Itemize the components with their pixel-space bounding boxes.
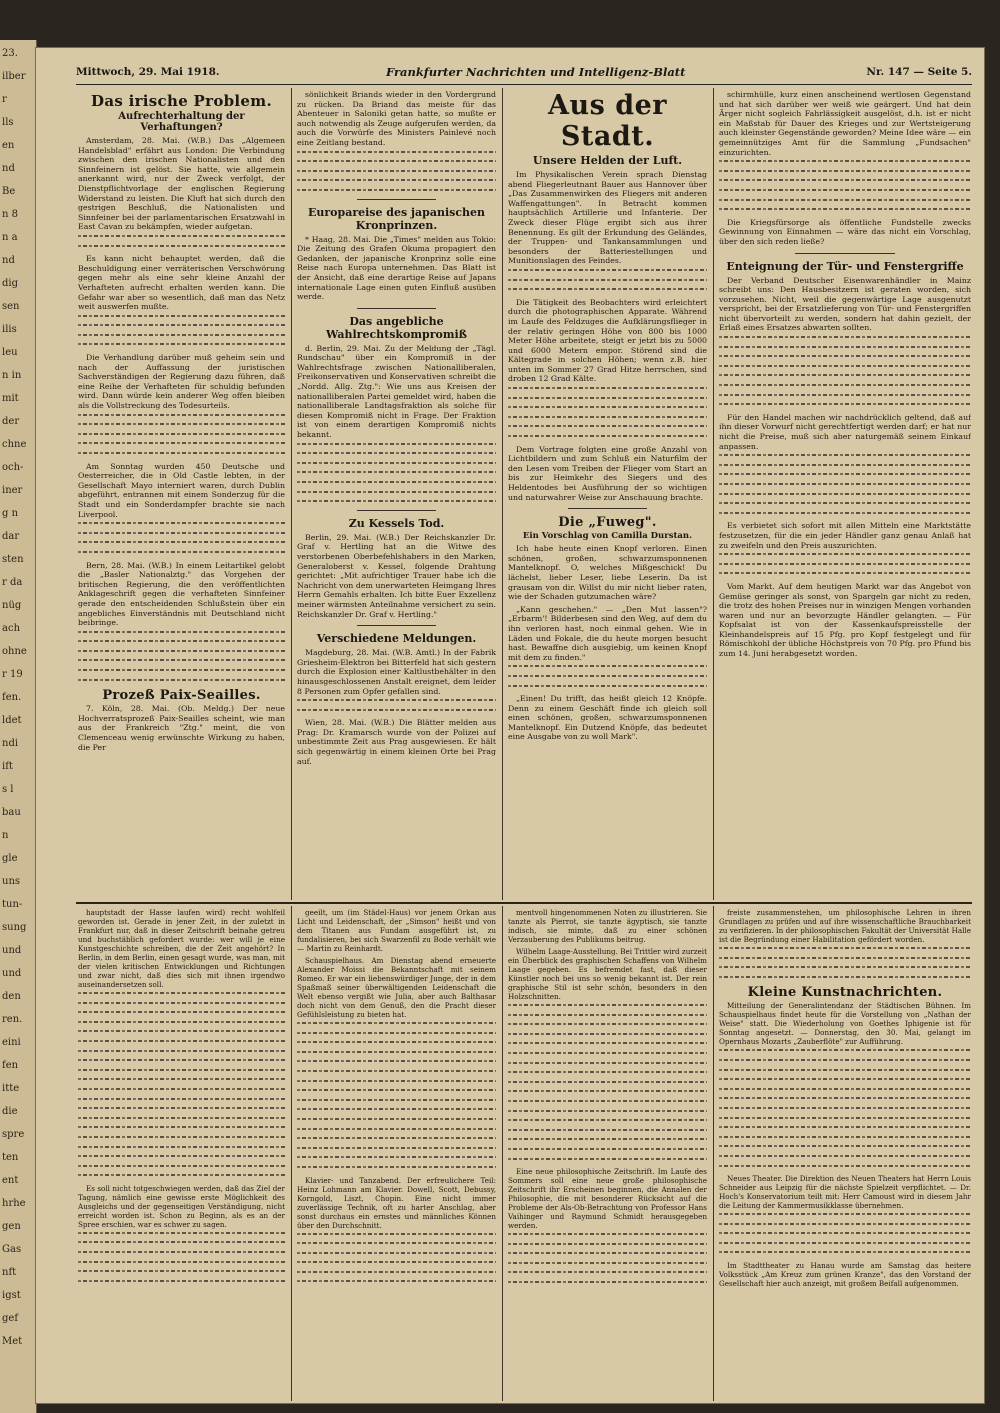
text-lines <box>508 675 707 677</box>
text-lines <box>508 1158 707 1160</box>
text-lines <box>508 1271 707 1273</box>
text-lines <box>719 1223 971 1225</box>
text-lines <box>78 1261 285 1263</box>
text-lines <box>508 269 707 271</box>
text-lines <box>508 1081 707 1083</box>
article-paragraph: Es verbietet sich sofort mit allen Mitteln eine Marktstätte festzusetzen, für die ein jeder Händler ganz genau Anlaß hat zu zweifeln und den Preis auszurichten. <box>719 521 971 550</box>
adjacent-page-fragment: gen <box>2 1221 21 1232</box>
adjacent-page-fragment: n 8 <box>2 209 18 220</box>
text-lines <box>508 1281 707 1283</box>
adjacent-page-fragment: r da <box>2 577 23 588</box>
text-lines <box>297 500 496 502</box>
text-lines <box>719 1097 971 1099</box>
text-lines <box>719 483 971 485</box>
text-lines <box>78 315 285 317</box>
masthead-date: Mittwoch, 29. Mai 1918. <box>76 66 220 78</box>
text-lines <box>78 1165 285 1167</box>
text-lines <box>78 631 285 633</box>
text-lines <box>78 1146 285 1148</box>
text-lines <box>719 208 971 210</box>
text-lines <box>508 1138 707 1140</box>
text-lines <box>719 170 971 172</box>
text-lines <box>719 976 971 978</box>
text-lines <box>719 1107 971 1109</box>
text-lines <box>297 179 496 181</box>
text-lines <box>78 1117 285 1119</box>
text-lines <box>508 685 707 687</box>
newspaper-page <box>36 48 984 1403</box>
text-lines <box>297 1099 496 1101</box>
text-lines <box>78 541 285 543</box>
adjacent-page-fragment: die <box>2 1106 18 1117</box>
text-lines <box>78 1078 285 1080</box>
text-lines <box>78 1241 285 1243</box>
text-lines <box>719 1078 971 1080</box>
text-lines <box>78 1174 285 1176</box>
feuilleton-paragraph: Mitteilung der Generalintendanz der Städtischen Bühnen. Im Schauspielhaus findet heute für die Vorstellung von „Nathan der Weise" statt. Die Wiederholung von Goethes Iphigenie ist für Sonntag angesetzt. — Donnerstag, den 30. Mai, gelangt im Opernhaus Mozarts „Zauberflöte" zur Aufführung. <box>719 1001 971 1047</box>
adjacent-page-fragment: Be <box>2 186 16 197</box>
article-paragraph: 7. Köln, 28. Mai. (Ob. Meldg.) Der neue Hochverratsprozeß Paix-Seailles scheint, wie man aus der Frankreich "Ztg." meint, die von Clemenceau wenig erwünschte Wirkung zu haben, die Per <box>78 704 285 752</box>
adjacent-page-fragment: uns <box>2 876 21 887</box>
feuilleton-paragraph: Eine neue philosophische Zeitschrift. Im Laufe des Sommers soll eine neue große philosophische Zeitschrift ihr Erscheinen beginnen, die Annalen der Philosophie, die mit besonderer Rücksicht auf die Probleme der Als-Ob-Betrachtung von Professor Hans Vaihinger und Raymund Schmidt herausgegeben werden. <box>508 1167 707 1231</box>
bottom-column-4 <box>719 908 971 1398</box>
text-lines <box>297 462 496 464</box>
adjacent-page-fragment: gef <box>2 1313 19 1324</box>
text-lines <box>297 1147 496 1149</box>
text-lines <box>719 1213 971 1215</box>
text-lines <box>719 572 971 574</box>
text-lines <box>78 343 285 345</box>
text-lines <box>719 473 971 475</box>
headline-irish-problem: Das irische Problem. <box>91 92 272 110</box>
adjacent-page-fragment: ten <box>2 1152 19 1163</box>
text-lines <box>297 491 496 493</box>
text-lines <box>508 406 707 408</box>
text-lines <box>719 384 971 386</box>
article-paragraph: Der Verband Deutscher Eisenwarenhändler in Mainz schreibt uns: Den Hausbesitzern ist geraten worden, sich vorzusehen. Nicht, weil die gegenwärtige Lage ausgenutzt verspricht, bei der Ersatzlieferung von Tür- und Fenstergriffen nicht übervorteilt zu werden, sondern hat dahin gezielt, der Erlaß eines Ersatzes abwarten sollten. <box>719 275 971 333</box>
text-lines <box>508 1033 707 1035</box>
text-lines <box>719 1136 971 1138</box>
text-lines <box>297 452 496 454</box>
adjacent-page-fragment: und <box>2 968 22 979</box>
article-paragraph: Berlin, 29. Mai. (W.B.) Der Reichskanzler Dr. Graf v. Hertling hat an die Witwe des verstorbenen Oberbefehlshabers in den Marken, Generaloberst v. Kessel, folgende Drahtung gerichtet: „Mit aufrichtiger Trauer habe ich die Nachricht von dem unerwarteten Heimgang Ihres Herrn Gemahls erhalten. Ich bitte Euer Exzellenz meiner wärmsten Anteilnahme versichert zu sein. Reichskanzler Dr. Graf v. Hertling." <box>297 532 496 619</box>
article-paragraph: * Haag, 28. Mai. Die „Times" melden aus Tokio: Die Zeitung des Grafen Okuma propagiert den Gedanken, der japanische Kronprinz solle eine Reise nach Europa unternehmen. Das Blatt ist der Ansicht, daß eine derartige Reise auf Japans internationale Lage einen guten Einfluß ausüben werde. <box>297 234 496 302</box>
text-lines <box>297 1041 496 1043</box>
text-lines <box>297 1233 496 1235</box>
text-lines <box>297 1060 496 1062</box>
feuilleton-paragraph: Wilhelm Laage-Ausstellung. Bei Trittler wird zurzeit ein Überblick des graphischen Schaffens von Wilhelm Laage gegeben. Es befremdet fast, daß dieser Künstler noch bei uns so wenig bekannt ist. Der rein graphische Stil ist sehr schön, besonders in den Holzschnitten. <box>508 947 707 1001</box>
text-lines <box>719 1117 971 1119</box>
feuilleton-paragraph: Klavier- und Tanzabend. Der erfreulichere Teil: Heinz Lohmann am Klavier. Dowell, Scott, Debussy, Korngold, Liszt, Chopin. Eine nicht immer zuverlässige Technik, oft zu harter Anschlag, aber sonst durchaus ein ernstes und männliches Können über den Durchschnitt. <box>297 1175 496 1230</box>
text-lines <box>508 1042 707 1044</box>
headline-kessel: Zu Kessels Tod. <box>348 516 445 530</box>
text-lines <box>508 416 707 418</box>
text-lines <box>719 1126 971 1128</box>
article-paragraph: Im Physikalischen Verein sprach Dienstag abend Fliegerleutnant Bauer aus Hannover über „Das Zusammenwirken des Fliegers mit anderen Waffengattungen". In Betracht kommen hauptsächlich Artillerie und Infanterie. Der Zweck dieser Flüge ergibt sich aus ihrer Benennung. Es gilt der Erkundung des Geländes, der Truppen- und Tankansammlungen und besonders der Batteriestellungen und Munitionslagen des Feindes. <box>508 170 707 266</box>
text-lines <box>297 1051 496 1053</box>
headline-aus-der-stadt: Aus der Stadt. <box>548 90 667 152</box>
text-lines <box>78 1270 285 1272</box>
text-lines <box>508 279 707 281</box>
text-lines <box>508 1090 707 1092</box>
masthead <box>76 62 972 85</box>
adjacent-page-fragment: r 19 <box>2 669 23 680</box>
adjacent-page-fragment: s l <box>2 784 14 795</box>
text-lines <box>297 1022 496 1024</box>
text-lines <box>719 947 971 949</box>
masthead-issue: Nr. 147 — Seite 5. <box>866 66 972 78</box>
adjacent-page-fragment: ach <box>2 623 21 634</box>
adjacent-page-fragment: nd <box>2 163 15 174</box>
text-lines <box>78 1098 285 1100</box>
feuilleton-paragraph: Es soll nicht totgeschwiegen werden, daß das Ziel der Tagung, nämlich eine gewisse erste Möglichkeit des Ausgleichs und der gegenseitigen Verständigung, nicht erreicht worden ist. Schon zu Beginn, als es an der Spree erschien, war es schwer zu sagen. <box>78 1183 285 1229</box>
text-lines <box>78 442 285 444</box>
adjacent-page-fragment: eini <box>2 1037 21 1048</box>
adjacent-page-fragment: ren. <box>2 1014 23 1025</box>
text-lines <box>297 189 496 191</box>
text-lines <box>78 650 285 652</box>
adjacent-page-fragment: n a <box>2 232 18 243</box>
text-lines <box>78 1002 285 1004</box>
text-lines <box>719 1232 971 1234</box>
article-separator <box>795 253 896 254</box>
column-rule <box>713 88 714 900</box>
feuilleton-paragraph: Im Stadttheater zu Hanau wurde am Samstag das heitere Volksstück „Am Kreuz zum grünen Kranze", das den Vorstand der Gesellschaft hier auch anzeigt, mit großem Beifall aufgenommen. <box>719 1261 971 1289</box>
text-lines <box>508 435 707 437</box>
article-paragraph: Für den Handel machen wir nachdrücklich geltend, daß auf ihn dieser Vorwurf nicht gerechtfertigt werden darf; er hat nur nicht die Preise, muß sich aber naturgemäß seinem Einkauf anpassen. <box>719 412 971 451</box>
adjacent-page-fragment: r <box>2 94 7 105</box>
headline-fuweg: Die „Fuweg". <box>558 515 657 531</box>
text-lines <box>719 374 971 376</box>
article-paragraph: „Kann geschehen." — „Den Mut lassen"? „Erbarm'! Bilderbesen sind den Weg, auf dem du ihn verloren hast, noch einmal gehen. Wie in Läden und Fokale, die du heute morgen besucht hast. Bewaffne dich ausgiebig, um keinen Knopf mit dem zu finden." <box>508 604 707 662</box>
text-lines <box>78 452 285 454</box>
bottom-column-3 <box>508 908 707 1398</box>
feuilleton-paragraph: mentvoll hingenommenen Noten zu illustrieren. Sie tanzte als Pierrot, sie tanzte ägyptisch, sie tanzte indisch, sie mimte, daß zu einer schönen Verzauberung des Publikums beitrug. <box>508 908 707 944</box>
column-rule <box>713 906 714 1401</box>
text-lines <box>719 160 971 162</box>
text-lines <box>719 1069 971 1071</box>
adjacent-page-fragment: n <box>2 830 9 841</box>
adjacent-page-strip <box>0 40 37 1413</box>
text-lines <box>78 640 285 642</box>
adjacent-page-fragment: leu <box>2 347 18 358</box>
text-lines <box>719 464 971 466</box>
article-paragraph: Bern, 28. Mai. (W.B.) In einem Leitartikel gelobt die „Basler Nationalztg." das Vorgehen der britischen Regierung, die den veröffentlichten Anklageschrift gegen die verhafteten Sinnfeiner gerade den entscheidenden Schlußstein über ein angebliches Einverständnis mit Deutschland nicht beibringe. <box>78 560 285 628</box>
adjacent-page-fragment: och- <box>2 462 24 473</box>
text-lines <box>297 1156 496 1158</box>
text-lines <box>719 199 971 201</box>
article-paragraph: sönlichkeit Briands wieder in den Vordergrund zu rücken. Da Briand das meiste für das Abenteuer in Saloniki getan hatte, so mußte er auch notwendig als Zeuge aufgerufen werden, da auch die Vorwürfe des Ministers Painlevé noch eine Zeitlang bestand. <box>297 90 496 147</box>
adjacent-page-fragment: igst <box>2 1290 21 1301</box>
text-lines <box>508 425 707 427</box>
article-paragraph: Es kann nicht behauptet werden, daß die Beschuldigung einer verräterischen Verschwörung gegen mehr als eine sehr kleine Anzahl der Verhafteten aufrecht erhalten werden kann. Die Gefahr war aber so wesentlich, daß man das Netz weit auswerfen mußte. <box>78 254 285 312</box>
text-lines <box>297 709 496 711</box>
text-lines <box>719 346 971 348</box>
text-lines <box>719 355 971 357</box>
text-lines <box>508 1233 707 1235</box>
adjacent-page-fragment: bau <box>2 807 21 818</box>
column-4 <box>719 90 971 898</box>
article-paragraph: Wien, 28. Mai. (W.B.) Die Blätter melden aus Prag: Dr. Kramarsch wurde von der Polizei auf unbestimmte Zeit aus Prag ausgewiesen. Er hält sich gegenwärtig in einem kleinen Orte bei Prag auf. <box>297 718 496 766</box>
text-lines <box>297 1070 496 1072</box>
article-separator <box>357 199 437 200</box>
text-lines <box>297 481 496 483</box>
text-lines <box>297 1137 496 1139</box>
adjacent-page-fragment: ilis <box>2 324 17 335</box>
adjacent-page-fragment: gle <box>2 853 18 864</box>
text-lines <box>719 403 971 405</box>
text-lines <box>78 551 285 553</box>
text-lines <box>297 1261 496 1263</box>
text-lines <box>78 1088 285 1090</box>
column-rule <box>502 906 503 1401</box>
text-lines <box>719 563 971 565</box>
text-lines <box>78 324 285 326</box>
article-paragraph: Dem Vortrage folgten eine große Anzahl von Lichtbildern und zum Schluß ein Naturfilm der den Lesen vom Treiben der Flieger vom Start an bis zur Heimkehr des Siegers und des Heldentodes bei Ausführung der so wichtigen und naturwahrer Weise zur Anschauung brachte. <box>508 444 707 502</box>
text-lines <box>297 170 496 172</box>
adjacent-page-fragment: ndi <box>2 738 19 749</box>
text-lines <box>78 992 285 994</box>
text-lines <box>719 365 971 367</box>
text-lines <box>508 1071 707 1073</box>
text-lines <box>297 1166 496 1168</box>
text-lines <box>297 1108 496 1110</box>
text-lines <box>78 245 285 247</box>
text-lines <box>719 1049 971 1051</box>
adjacent-page-fragment: und <box>2 945 22 956</box>
adjacent-page-fragment: lls <box>2 117 14 128</box>
feuilleton-paragraph: hauptstadt der Hasse laufen wird) recht wohlfeil geworden ist. Gerade in jener Zeit, in der zuletzt in Frankfurt nur, daß in dieser Zeitschrift beinahe getreu und buchstäblich gefordert wurde: wer will je eine Kunstgeschichte schreiben, die der Zeit angehört? In Berlin, in dem Berlin, einen gesagt wurde, was man, mit der vielen kritischen Entwicklungen und Richtungen und zwar nicht, daß dies sich mit ihnen irgendwo auseinandersetzen soll. <box>78 908 285 989</box>
adjacent-page-fragment: chne <box>2 439 27 450</box>
text-lines <box>78 433 285 435</box>
text-lines <box>719 1155 971 1157</box>
adjacent-page-fragment: dar <box>2 531 20 542</box>
text-lines <box>508 1052 707 1054</box>
text-lines <box>719 493 971 495</box>
text-lines <box>719 179 971 181</box>
text-lines <box>78 659 285 661</box>
text-lines <box>508 1014 707 1016</box>
article-paragraph: Die Tätigkeit des Beobachters wird erleichtert durch die photographischen Apparate. Während im Laufe des Feldzuges die Aufklärungsflieger in der relativ geringen Höhe von 800 bis 1000 Meter Höhe arbeitete, steigt er jetzt bis zu 5000 und 6000 Metern empor. Störend sind die Kältegrade in solchen Höhen; wenn z.B. hier unten im Sommer 27 Grad Hitze herrschen, sind droben 12 Grad Kälte. <box>508 297 707 384</box>
text-lines <box>297 1032 496 1034</box>
text-lines <box>78 1280 285 1282</box>
text-lines <box>508 1129 707 1131</box>
text-lines <box>508 1004 707 1006</box>
article-paragraph: Magdeburg, 28. Mai. (W.B. Amtl.) In der Fabrik Griesheim-Elektron bei Bitterfeld hat sich gestern durch die Explosion einer Kaltlustbehälter in den hinausgeschlossenen Anstalt ereignet, dem leider 8 Personen zum Opfer gefallen sind. <box>297 648 496 696</box>
adjacent-page-fragment: tun- <box>2 899 23 910</box>
masthead-title: Frankfurter Nachrichten und Intelligenz-Blatt <box>386 65 686 79</box>
adjacent-page-fragment: fen <box>2 1060 19 1071</box>
text-lines <box>297 1118 496 1120</box>
text-lines <box>78 1136 285 1138</box>
text-lines <box>78 669 285 671</box>
text-lines <box>297 1080 496 1082</box>
article-paragraph: Die Verhandlung darüber muß geheim sein und nach der Auffassung der juristischen Sachverständigen der Regierung dazu führen, daß eine Reihe der Verhafteten für schuldig befunden wird. Dann würde kein anderer Weg offen bleiben als die Vollstreckung des Todesurteils. <box>78 353 285 411</box>
text-lines <box>297 699 496 701</box>
adjacent-page-fragment: sten <box>2 554 24 565</box>
text-lines <box>78 1030 285 1032</box>
text-lines <box>297 160 496 162</box>
adjacent-page-fragment: iner <box>2 485 23 496</box>
text-lines <box>78 1021 285 1023</box>
headline-meldungen: Verschiedene Meldungen. <box>316 632 477 646</box>
adjacent-page-fragment: sung <box>2 922 27 933</box>
adjacent-page-fragment: en <box>2 140 15 151</box>
text-lines <box>719 1242 971 1244</box>
adjacent-page-fragment: nft <box>2 1267 17 1278</box>
text-lines <box>719 957 971 959</box>
text-lines <box>508 1252 707 1254</box>
adjacent-page-fragment: mit <box>2 393 19 404</box>
bottom-column-2 <box>297 908 496 1398</box>
text-lines <box>78 1126 285 1128</box>
text-lines <box>297 1089 496 1091</box>
feuilleton-paragraph: Neues Theater. Die Direktion des Neuen Theaters hat Herrn Louis Schneider aus Leipzig für die nächste Spielzeit verpflichtet. — Dr. Hoch's Konservatorium teilt mit: Herr Camoust wird in diesem Jahr die Leitung der Kammermusikklasse übernehmen. <box>719 1174 971 1211</box>
text-lines <box>78 1107 285 1109</box>
text-lines <box>78 679 285 681</box>
text-lines <box>719 966 971 968</box>
text-lines <box>508 1062 707 1064</box>
adjacent-page-fragment: den <box>2 991 21 1002</box>
adjacent-page-fragment: nd <box>2 255 15 266</box>
article-paragraph: Am Sonntag wurden 450 Deutsche und Oesterreicher, die in Old Castle lebten, in der Gesellschaft Mayo interniert waren, durch Dublin abgeführt, entrannen mit einem Sonderzug für die Stadt und ein Sonderdampfer brachte sie nach Liverpool. <box>78 461 285 519</box>
article-paragraph: Amsterdam, 28. Mai. (W.B.) Das „Algemeen Handelsblad" erfährt aus London: Die Verbindung zwischen den irischen Nationalisten und den Sinnfeinern ist gelöst. Sie hatte, wie allgemein anerkannt wird, nur der Zweck verfolgt, der Dienstpflichtvorlage der englischen Regierung Widerstand zu leisten. Die Kluft hat sich durch den gestrigen Beschluß, die Nationalisten und Sinnfeiner bei der parlamentarischen Ersatzwahl in East Cavan zu bekämpfen, wieder aufgetan. <box>78 136 285 232</box>
adjacent-page-fragment: spre <box>2 1129 25 1140</box>
adjacent-page-fragment: itte <box>2 1083 20 1094</box>
adjacent-page-fragment: ent <box>2 1175 19 1186</box>
text-lines <box>508 288 707 290</box>
text-lines <box>78 1251 285 1253</box>
text-lines <box>78 1011 285 1013</box>
text-lines <box>78 235 285 237</box>
headline-japan: Europareise des japanischen Kronprinzen. <box>307 205 486 232</box>
adjacent-page-fragment: ift <box>2 761 13 772</box>
text-lines <box>297 1242 496 1244</box>
text-lines <box>78 414 285 416</box>
adjacent-page-fragment: Met <box>2 1336 23 1347</box>
text-lines <box>297 443 496 445</box>
article-paragraph: Die Kriegsfürsorge als öffentliche Fundstelle zwecks Gewinnung von Einnahmen — wäre das nicht ein Vorschlag, über den sich reden ließe? <box>719 217 971 246</box>
adjacent-page-fragment: ilber <box>2 71 26 82</box>
column-3 <box>508 90 707 898</box>
adjacent-page-fragment: g n <box>2 508 19 519</box>
column-2 <box>297 90 496 898</box>
text-lines <box>508 1148 707 1150</box>
adjacent-page-fragment: der <box>2 416 20 427</box>
adjacent-page-fragment: hrhe <box>2 1198 26 1209</box>
adjacent-page-fragment: dig <box>2 278 19 289</box>
adjacent-page-fragment: Gas <box>2 1244 22 1255</box>
text-lines <box>719 1059 971 1061</box>
text-lines <box>719 394 971 396</box>
text-lines <box>508 1262 707 1264</box>
adjacent-page-fragment: nüg <box>2 600 22 611</box>
bottom-column-1 <box>78 908 285 1398</box>
text-lines <box>719 189 971 191</box>
text-lines <box>78 1232 285 1234</box>
text-lines <box>297 471 496 473</box>
text-lines <box>297 1252 496 1254</box>
text-lines <box>297 151 496 153</box>
article-paragraph: Vom Markt. Auf dem heutigen Markt war das Angebot von Gemüse geringer als sonst, von Spargeln gar nicht zu reden, die trotz des hohen Preises nur in winzigen Mengen vorhanden waren und nur an bevorzugte Händler gelangten. — Für Kopfsalat ist von der Kassenkaufspreisstelle der Kleinhandelspreis auf 15 Pfg. pro Kopf festgelegt und für Römischkohl der übliche Höchstpreis von 70 Pfg. pro Pfund bis zum 14. Juni herabgesetzt worden. <box>719 581 971 659</box>
adjacent-page-fragment: ohne <box>2 646 27 657</box>
text-lines <box>78 522 285 524</box>
text-lines <box>78 423 285 425</box>
text-lines <box>719 1145 971 1147</box>
text-lines <box>508 1023 707 1025</box>
text-lines <box>508 387 707 389</box>
text-lines <box>719 512 971 514</box>
subheadline: Ein Vorschlag von Camilla Durstan. <box>522 531 693 542</box>
text-lines <box>78 1155 285 1157</box>
headline-kunstnachrichten: Kleine Kunstnachrichten. <box>747 985 943 1001</box>
text-lines <box>297 1271 496 1273</box>
headline-prozess: Prozeß Paix-Seailles. <box>102 688 261 704</box>
column-rule <box>291 906 292 1401</box>
column-rule <box>502 88 503 900</box>
text-lines <box>719 1088 971 1090</box>
headline-enteignung: Enteignung der Tür- und Fenstergriffe <box>726 259 964 273</box>
headline-wahlrecht: Das angebliche Wahlrechtskompromiß <box>325 314 468 341</box>
text-lines <box>78 1069 285 1071</box>
text-lines <box>719 1165 971 1167</box>
text-lines <box>719 454 971 456</box>
text-lines <box>508 1110 707 1112</box>
adjacent-page-fragment: ldet <box>2 715 22 726</box>
text-lines <box>508 1119 707 1121</box>
column-1 <box>78 90 285 898</box>
article-paragraph: d. Berlin, 29. Mai. Zu der Meldung der „Tägl. Rundschau" über ein Kompromiß in der Wahlrechtsfrage zwischen Nationalliberalen, Freikonservativen und Konservativen schreibt die „Nordd. Allg. Ztg.": Wie uns aus Kreisen der nationalliberalen Partei gemeldet wird, haben die nationalliberale Landtagsfraktion als solche für diesen Kompromiß nicht in Frage. Der Fraktion ist von einem derartigen Kompromiß nichts bekannt. <box>297 343 496 440</box>
section-divider <box>76 902 972 904</box>
text-lines <box>719 553 971 555</box>
adjacent-page-fragment: sen <box>2 301 20 312</box>
article-separator <box>568 508 648 509</box>
text-lines <box>297 1128 496 1130</box>
feuilleton-paragraph: freiste zusammenstehen, um philosophische Lehren in ihren Grundlagen zu prüfen und auf ihre wissenschaftliche Brauchbarkeit zu verifizieren. In der philosophischen Fakultät der Universität Halle ist die Begründung einer Habilitation gefördert worden. <box>719 908 971 944</box>
column-rule <box>291 88 292 900</box>
article-separator <box>357 625 437 626</box>
article-paragraph: „Einen! Du trifft, das heißt gleich 12 Knöpfe. Denn zu einem Geschäft finde ich gleich soll einen schönen, großen, schwarzumsponnenen Mantelknopf. Ein Dutzend Knöpfe, das bedeutet eine Ausgabe von zu woll Mark". <box>508 694 707 742</box>
text-lines <box>719 1251 971 1253</box>
article-separator <box>357 308 437 309</box>
text-lines <box>508 665 707 667</box>
text-lines <box>78 1050 285 1052</box>
text-lines <box>78 1040 285 1042</box>
text-lines <box>297 1280 496 1282</box>
article-paragraph: schirmhülle, kurz einen anscheinend wertlosen Gegenstand und hat sich darüber wer weiß wie geärgert. Und hat dein Ärger nicht sogleich Fahrlässigkeit ausgelöst, d.h. ist er nicht ein Maßstab für Dauer des Krieges und zur Wertsteigerung auch kleinster Gegenstände geworden? Meine Idee wäre — ein gemeinnütziges Amt für die Sammlung „Fundsachen" einzurichten. <box>719 90 971 157</box>
article-paragraph: Ich habe heute einen Knopf verloren. Einen schönen, großen, schwarzumsponnenen Mantelknopf. O, welches Mißgeschick! Du lächelst, lieber Leser, liebe Leserin. Da ist grausam von dir. Willst du mir nicht lieber raten, wie der Schaden gutzumachen wäre? <box>508 544 707 602</box>
text-lines <box>78 334 285 336</box>
text-lines <box>719 336 971 338</box>
text-lines <box>78 532 285 534</box>
feuilleton-paragraph: Schauspielhaus. Am Dienstag abend erneuerte Alexander Moissi die Bekanntschaft mit seinem Romeo. Er war ein liebenswürdiger Junge, der in dem Spaßmaß seiner überwältigenden Leidenschaft die Welt ebenso vergißt wie Julia, aber auch Balthasar doch nicht von dem Genuß, den die Pracht dieser Gefühlsleistung zu bieten hat. <box>297 956 496 1019</box>
text-lines <box>508 397 707 399</box>
subheadline: Unsere Helden der Luft. <box>532 154 683 167</box>
feuilleton-paragraph: geeilt, um (im Städel-Haus) vor jenem Orkan aus Licht und Leidenschaft, der „Simson" heißt und von dem Titanen aus Fundam ausgeführt ist, zu fundalisieren, bei sich Swarzenfil zu Bode verhält wie — Martin zu Reinhardt. <box>297 908 496 953</box>
text-lines <box>508 1243 707 1245</box>
text-lines <box>719 502 971 504</box>
text-lines <box>78 1059 285 1061</box>
adjacent-page-fragment: n in <box>2 370 22 381</box>
article-separator <box>357 510 437 511</box>
adjacent-page-fragment: fen. <box>2 692 22 703</box>
subheadline: Aufrechterhaltung der Verhaftungen? <box>118 111 245 133</box>
adjacent-page-fragment: 23. <box>2 48 18 59</box>
text-lines <box>508 1100 707 1102</box>
